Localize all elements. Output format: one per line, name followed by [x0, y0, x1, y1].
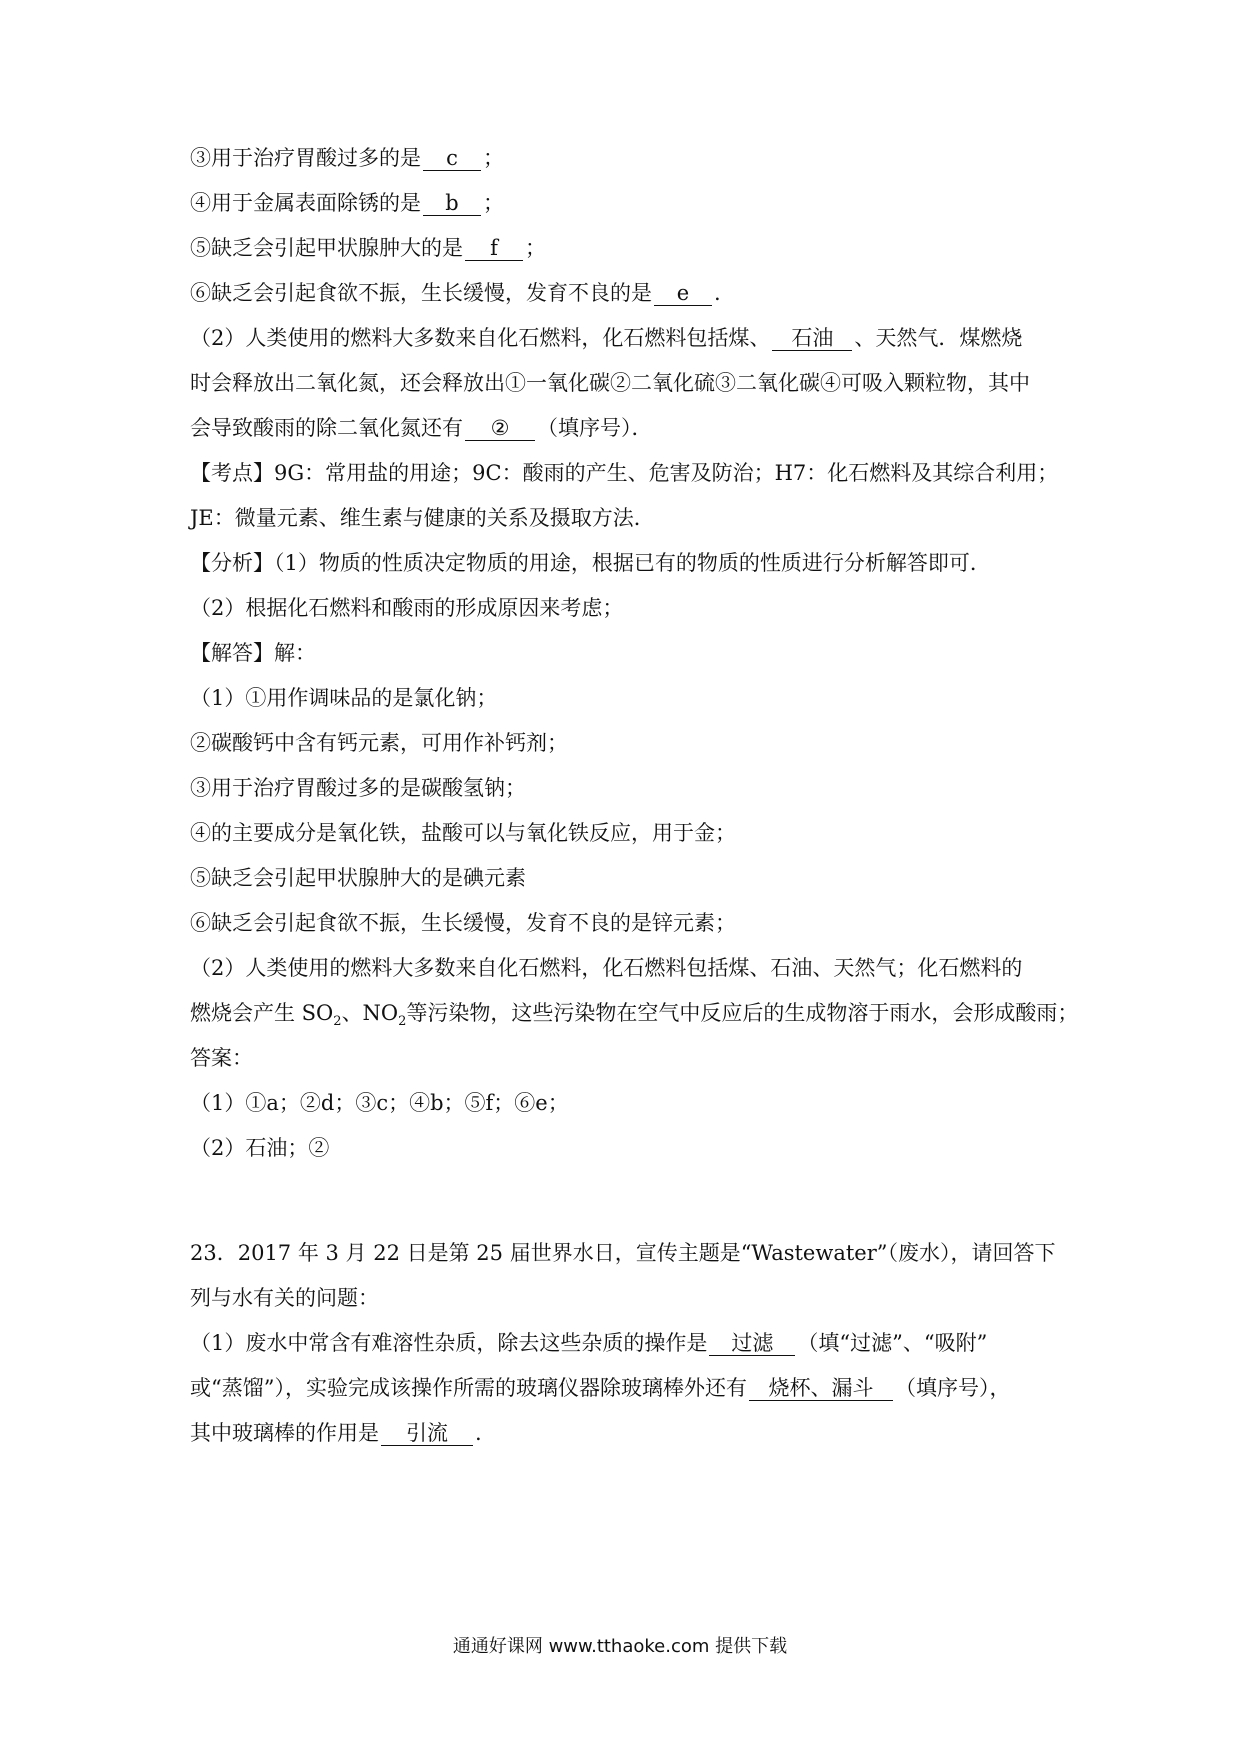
- text: （填序号），: [894, 1376, 1011, 1400]
- jieda-line-4: ④的主要成分是氧化铁，盐酸可以与氧化铁反应，用于金；: [190, 821, 736, 845]
- text: （2）人类使用的燃料大多数来自化石燃料，化石燃料包括煤、: [190, 326, 771, 350]
- item-text: ⑤缺乏会引起甲状腺肿大的是: [190, 236, 463, 260]
- answer-blank: e: [654, 281, 712, 306]
- item-text: ③用于治疗胃酸过多的是: [190, 146, 421, 170]
- text: 其中玻璃棒的作用是: [190, 1421, 379, 1445]
- jieda-line-3: ③用于治疗胃酸过多的是碳酸氢钠；: [190, 776, 526, 800]
- item-suffix: .: [714, 281, 721, 305]
- q22-item-5: [190, 233, 1060, 263]
- q23-line2: 列与水有关的问题：: [190, 1286, 379, 1310]
- jieda-line-5: ⑤缺乏会引起甲状腺肿大的是碘元素: [190, 866, 526, 890]
- q22-item-3: [190, 143, 1060, 173]
- item-suffix: ；: [483, 191, 504, 215]
- answer-blank: c: [423, 146, 481, 171]
- text: （填序号）．: [537, 416, 653, 440]
- subscript: 2: [398, 1014, 407, 1030]
- jieda-line-6: ⑥缺乏会引起食欲不振，生长缓慢，发育不良的是锌元素；: [190, 911, 736, 935]
- jieda-line-8: [190, 998, 1079, 1037]
- jieda-line-1: （1）①用作调味品的是氯化钠；: [190, 686, 498, 710]
- q22-item-6: [190, 278, 1060, 308]
- q23-line3: [190, 1328, 1060, 1358]
- item-text: ⑥缺乏会引起食欲不振，生长缓慢，发育不良的是: [190, 281, 652, 305]
- q22-part2-line2: 时会释放出二氧化氮，还会释放出①一氧化碳②二氧化硫③二氧化碳④可吸入颗粒物，其中: [190, 371, 1030, 395]
- text: 、天然气．煤燃烧: [854, 326, 1023, 350]
- jieda-title: 【解答】解：: [190, 641, 316, 665]
- answer-blank: 过滤: [709, 1331, 795, 1356]
- text: 、NO: [341, 1001, 399, 1025]
- subscript: 2: [333, 1014, 342, 1030]
- q22-part2-line3: [190, 413, 1060, 443]
- answer-line-1: （1）①a；②d；③c；④b；⑤f；⑥e；: [190, 1091, 569, 1115]
- answer-title: 答案：: [190, 1046, 253, 1070]
- jieda-line-2: ②碳酸钙中含有钙元素，可用作补钙剂；: [190, 731, 568, 755]
- text: .: [475, 1421, 482, 1445]
- q23-line1: 23．2017 年 3 月 22 日是第 25 届世界水日，宣传主题是“Wastewater”（废水），请回答下: [190, 1241, 1056, 1265]
- item-suffix: ；: [483, 146, 504, 170]
- text: 等污染物，这些污染物在空气中反应后的生成物溶于雨水，会形成酸雨；: [406, 1001, 1079, 1025]
- answer-line-2: （2）石油；②: [190, 1136, 330, 1160]
- answer-blank: 石油: [772, 326, 852, 351]
- answer-blank: b: [423, 191, 481, 216]
- text: （1）废水中常含有难溶性杂质，除去这些杂质的操作是: [190, 1331, 708, 1355]
- text: 燃烧会产生 SO: [190, 1001, 334, 1025]
- answer-blank: 引流: [381, 1421, 473, 1446]
- kaodian-line1: 【考点】9G：常用盐的用途；9C：酸雨的产生、危害及防治；H7：化石燃料及其综合利用；: [190, 461, 1059, 485]
- text: 会导致酸雨的除二氧化氮还有: [190, 416, 463, 440]
- q23-line4: [190, 1373, 1060, 1403]
- q22-part2-line1: [190, 323, 1060, 353]
- answer-blank: 烧杯、漏斗: [749, 1376, 893, 1401]
- answer-blank: f: [465, 236, 523, 261]
- q22-item-4: [190, 188, 1060, 218]
- fenxi-line1: 【分析】（1）物质的性质决定物质的用途，根据已有的物质的性质进行分析解答即可．: [190, 551, 991, 575]
- jieda-line-7: （2）人类使用的燃料大多数来自化石燃料，化石燃料包括煤、石油、天然气；化石燃料的: [190, 956, 1023, 980]
- item-text: ④用于金属表面除锈的是: [190, 191, 421, 215]
- text: （填“过滤”、“吸附”: [797, 1331, 988, 1355]
- item-suffix: ；: [525, 236, 546, 260]
- fenxi-line2: （2）根据化石燃料和酸雨的形成原因来考虑；: [190, 596, 624, 620]
- q23-line5: [190, 1418, 1060, 1448]
- answer-blank: ②: [465, 416, 535, 441]
- kaodian-line2: JE：微量元素、维生素与健康的关系及摄取方法．: [190, 506, 655, 530]
- page-footer: 通通好课网 www.tthaoke.com 提供下载: [452, 1636, 788, 1657]
- text: 或“蒸馏”），实验完成该操作所需的玻璃仪器除玻璃棒外还有: [190, 1376, 747, 1400]
